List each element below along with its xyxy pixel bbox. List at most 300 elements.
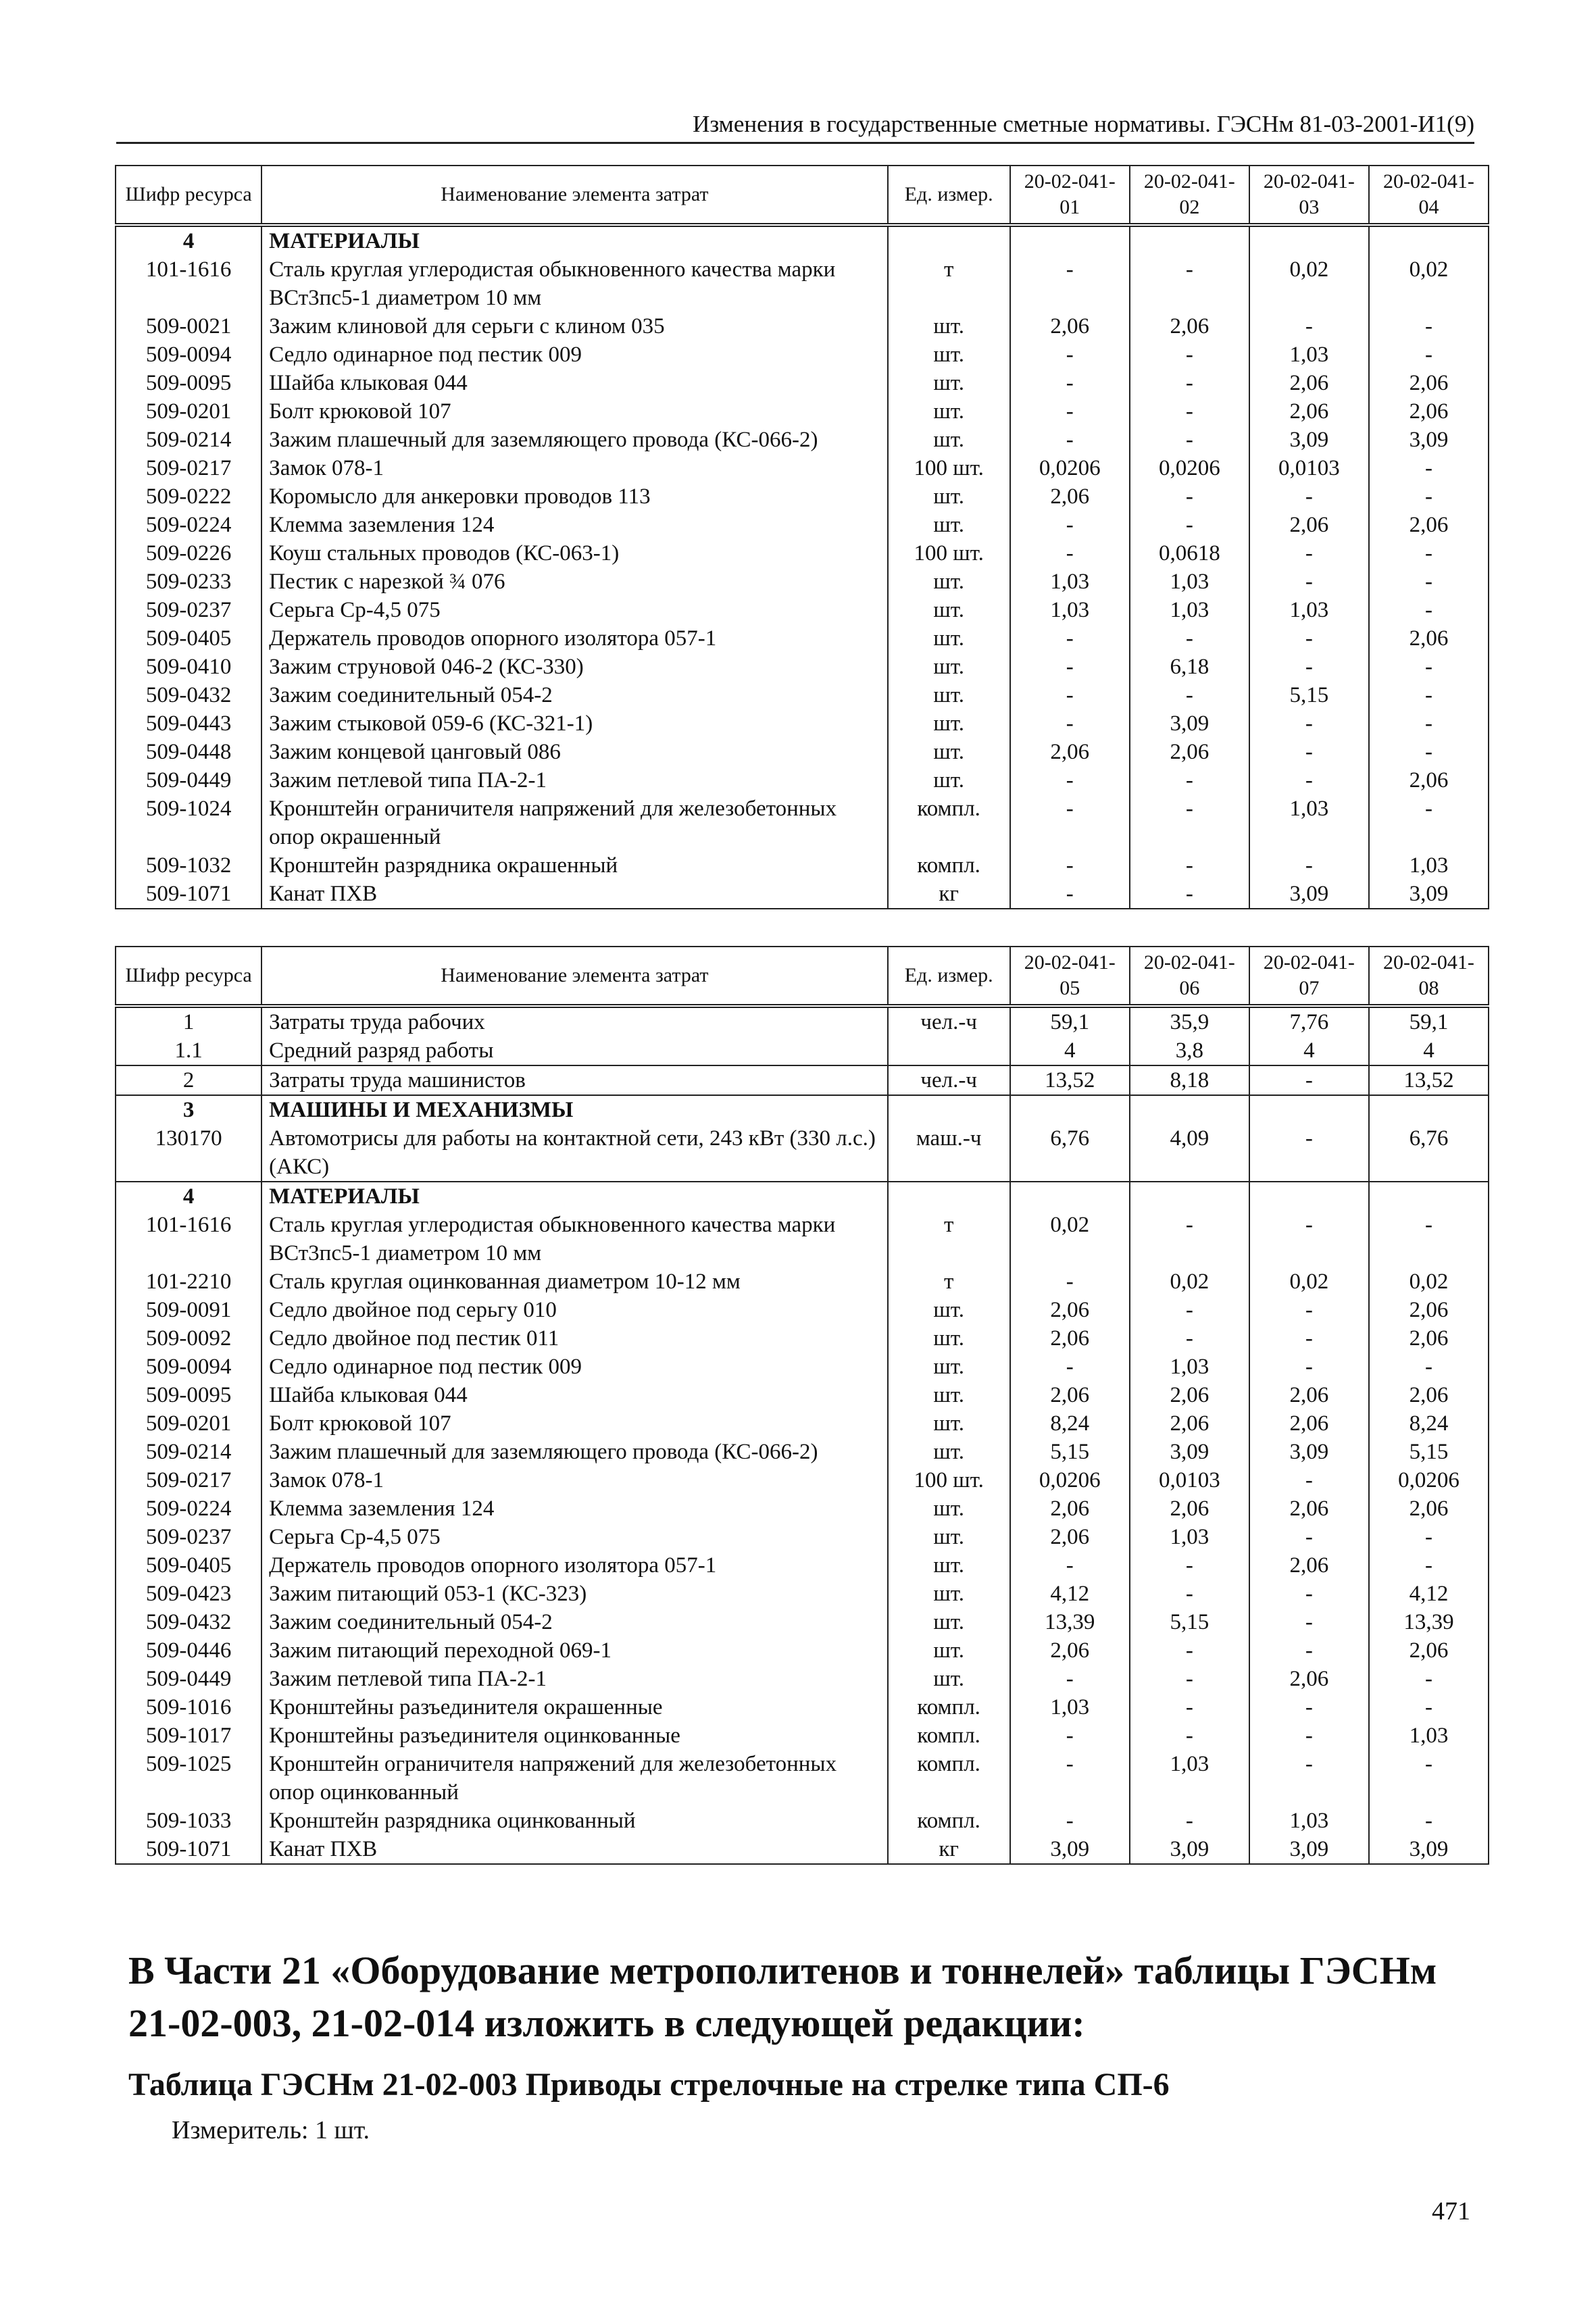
cell-name: Кронштейн разрядника окрашенный — [261, 851, 887, 880]
cell-unit: т — [888, 1267, 1010, 1296]
table-row — [116, 1580, 1489, 1608]
cell-code: 509-0449 — [116, 1665, 261, 1693]
cell-v1: 6,76 — [1010, 1124, 1130, 1182]
cell-code: 509-1033 — [116, 1807, 261, 1835]
cell-unit: шт. — [888, 426, 1010, 454]
cell-v4: - — [1369, 568, 1489, 596]
table-row — [116, 1381, 1489, 1409]
cell-v1: 13,52 — [1010, 1065, 1130, 1095]
cell-v1: - — [1010, 369, 1130, 397]
cell-v4: 3,09 — [1369, 426, 1489, 454]
cell-v1: - — [1010, 851, 1130, 880]
cell-name: Клемма заземления 124 — [261, 511, 887, 539]
cell-v4: 2,06 — [1369, 1324, 1489, 1353]
cell-name: Канат ПХВ — [261, 1835, 887, 1864]
cell-v4: 3,09 — [1369, 1835, 1489, 1864]
cell-unit: шт. — [888, 1381, 1010, 1409]
cell-v4: - — [1369, 482, 1489, 511]
cell-name: Болт крюковой 107 — [261, 397, 887, 426]
cell-v4: - — [1369, 1665, 1489, 1693]
cell-code: 509-0201 — [116, 1409, 261, 1438]
cell-v4: 2,06 — [1369, 1296, 1489, 1324]
cell-v3: - — [1249, 1636, 1369, 1665]
cell-v4: - — [1369, 1807, 1489, 1835]
cell-v1: - — [1010, 1665, 1130, 1693]
cell-v3: 1,03 — [1249, 1807, 1369, 1835]
cell-v2: - — [1130, 880, 1249, 909]
cell-name: Зажим клиновой для серьги с клином 035 — [261, 312, 887, 341]
cell-v3: - — [1249, 539, 1369, 568]
cell-name: Замок 078-1 — [261, 1466, 887, 1494]
table-row — [116, 1523, 1489, 1551]
cell-v2: 0,0206 — [1130, 454, 1249, 482]
cell-unit: чел.-ч — [888, 1065, 1010, 1095]
cell-code: 509-0217 — [116, 454, 261, 482]
cell-v1: 2,06 — [1010, 1381, 1130, 1409]
cell-unit: шт. — [888, 568, 1010, 596]
cell-unit: компл. — [888, 1750, 1010, 1807]
cell-name: Держатель проводов опорного изолятора 057-1 — [261, 1551, 887, 1580]
cell-v3: - — [1249, 1580, 1369, 1608]
table-header-row — [116, 166, 1489, 225]
table-row — [116, 1551, 1489, 1580]
cell-name: Средний разряд работы — [261, 1036, 887, 1065]
cell-v1: 13,39 — [1010, 1608, 1130, 1636]
table-row — [116, 681, 1489, 709]
cell-v2: 2,06 — [1130, 1494, 1249, 1523]
table-row — [116, 1409, 1489, 1438]
cell-code: 509-0410 — [116, 653, 261, 681]
table-header-row — [116, 947, 1489, 1006]
cell-v3: 2,06 — [1249, 369, 1369, 397]
table-row — [116, 596, 1489, 624]
cell-v1: 3,09 — [1010, 1835, 1130, 1864]
cell-v1: 0,02 — [1010, 1211, 1130, 1267]
cell-v4: - — [1369, 1211, 1489, 1267]
cell-v3: 2,06 — [1249, 1551, 1369, 1580]
cell-code: 509-0237 — [116, 1523, 261, 1551]
cell-v3: 3,09 — [1249, 426, 1369, 454]
table-row — [116, 1353, 1489, 1381]
table-row — [116, 1036, 1489, 1065]
cell-v1: - — [1010, 880, 1130, 909]
table-row — [116, 225, 1489, 255]
cell-v3: - — [1249, 312, 1369, 341]
cell-code: 509-0095 — [116, 369, 261, 397]
cell-name: Сталь круглая оцинкованная диаметром 10-12 мм — [261, 1267, 887, 1296]
cell-v4: 13,52 — [1369, 1065, 1489, 1095]
cell-unit: компл. — [888, 1807, 1010, 1835]
cell-name: Кронштейны разъединителя окрашенные — [261, 1693, 887, 1721]
cell-name: Зажим соединительный 054-2 — [261, 1608, 887, 1636]
table-row — [116, 482, 1489, 511]
col-header-unit: Ед. измер. — [888, 166, 1010, 225]
cell-code: 101-2210 — [116, 1267, 261, 1296]
cell-v2: - — [1130, 426, 1249, 454]
cell-v3 — [1249, 1182, 1369, 1211]
cell-v3: 4 — [1249, 1036, 1369, 1065]
col-header-norm-8: 20-02-041-08 — [1369, 947, 1489, 1006]
table-row — [116, 1211, 1489, 1267]
cell-v2: 1,03 — [1130, 1750, 1249, 1807]
cell-code: 509-0449 — [116, 766, 261, 795]
cell-v4: - — [1369, 653, 1489, 681]
cell-unit: шт. — [888, 1523, 1010, 1551]
table-row — [116, 1006, 1489, 1036]
cell-v3: 5,15 — [1249, 681, 1369, 709]
cell-v2: - — [1130, 1324, 1249, 1353]
cell-unit: шт. — [888, 1665, 1010, 1693]
table-body — [116, 1006, 1489, 1864]
cell-name: Зажим питающий 053-1 (КС-323) — [261, 1580, 887, 1608]
cell-v1: 2,06 — [1010, 1494, 1130, 1523]
cell-code: 509-0446 — [116, 1636, 261, 1665]
cell-unit: шт. — [888, 709, 1010, 738]
cell-name: Зажим плашечный для заземляющего провода (КС-066-2) — [261, 426, 887, 454]
table-row — [116, 255, 1489, 312]
cell-v2: 35,9 — [1130, 1006, 1249, 1036]
cell-v1: - — [1010, 795, 1130, 851]
cell-unit: шт. — [888, 681, 1010, 709]
cell-v4: 8,24 — [1369, 1409, 1489, 1438]
cell-name: Зажим концевой цанговый 086 — [261, 738, 887, 766]
table-row — [116, 1750, 1489, 1807]
cell-v4 — [1369, 1182, 1489, 1211]
table-row — [116, 738, 1489, 766]
section-heading: В Части 21 «Оборудование метрополитенов и тоннелей» таблицы ГЭСНм 21-02-003, 21-02-014 изложить в следующей редакции: — [128, 1948, 1437, 2045]
cell-v2: 2,06 — [1130, 312, 1249, 341]
cell-v4: 2,06 — [1369, 369, 1489, 397]
table-row — [116, 397, 1489, 426]
cell-v3: 2,06 — [1249, 511, 1369, 539]
cell-v3: - — [1249, 1693, 1369, 1721]
cell-v3: 2,06 — [1249, 1409, 1369, 1438]
cell-name: Зажим петлевой типа ПА-2-1 — [261, 766, 887, 795]
cell-v3: 2,06 — [1249, 397, 1369, 426]
cell-v4: 1,03 — [1369, 1721, 1489, 1750]
cell-code: 509-0091 — [116, 1296, 261, 1324]
cell-v2: - — [1130, 795, 1249, 851]
cell-name: Кронштейн ограничителя напряжений для железобетонных опор оцинкованный — [261, 1750, 887, 1807]
cell-code: 509-1032 — [116, 851, 261, 880]
cell-name: Зажим петлевой типа ПА-2-1 — [261, 1665, 887, 1693]
cell-v1: 2,06 — [1010, 1296, 1130, 1324]
table-title: Таблица ГЭСНм 21-02-003 Приводы стрелочные на стрелке типа СП-6 — [128, 2067, 1170, 2103]
cell-v1: - — [1010, 1267, 1130, 1296]
cell-v1: - — [1010, 766, 1130, 795]
cell-v1: - — [1010, 397, 1130, 426]
cell-code: 3 — [116, 1095, 261, 1124]
col-header-code: Шифр ресурса — [116, 166, 261, 225]
cell-unit: шт. — [888, 482, 1010, 511]
cell-v4: - — [1369, 1523, 1489, 1551]
cell-v1: - — [1010, 624, 1130, 653]
cell-code: 509-0226 — [116, 539, 261, 568]
cell-v4: - — [1369, 539, 1489, 568]
cell-v2: 8,18 — [1130, 1065, 1249, 1095]
cell-v4: 6,76 — [1369, 1124, 1489, 1182]
cell-unit — [888, 1182, 1010, 1211]
cell-unit: шт. — [888, 397, 1010, 426]
cell-v2: - — [1130, 255, 1249, 312]
cell-v4: 2,06 — [1369, 1636, 1489, 1665]
table-row — [116, 1466, 1489, 1494]
cell-v4: 2,06 — [1369, 397, 1489, 426]
cell-v3: - — [1249, 1065, 1369, 1095]
cell-name: Коуш стальных проводов (КС-063-1) — [261, 539, 887, 568]
cell-v3: - — [1249, 653, 1369, 681]
table-row — [116, 511, 1489, 539]
cell-v4: - — [1369, 709, 1489, 738]
col-header-norm-4: 20-02-041-04 — [1369, 166, 1489, 225]
cell-v2: - — [1130, 681, 1249, 709]
cell-v3: 7,76 — [1249, 1006, 1369, 1036]
cell-v2: 0,0103 — [1130, 1466, 1249, 1494]
cell-code: 509-0201 — [116, 397, 261, 426]
cell-code: 4 — [116, 1182, 261, 1211]
cell-v1: 1,03 — [1010, 568, 1130, 596]
cell-v1: 2,06 — [1010, 312, 1130, 341]
cell-name: Седло одинарное под пестик 009 — [261, 1353, 887, 1381]
cell-v2: 1,03 — [1130, 568, 1249, 596]
cell-v4: - — [1369, 596, 1489, 624]
cell-v4: 59,1 — [1369, 1006, 1489, 1036]
cell-code: 509-0214 — [116, 426, 261, 454]
cell-v1: 2,06 — [1010, 1636, 1130, 1665]
cell-unit: шт. — [888, 766, 1010, 795]
cell-unit: шт. — [888, 624, 1010, 653]
cell-v2: 5,15 — [1130, 1608, 1249, 1636]
cell-v1: 5,15 — [1010, 1438, 1130, 1466]
cell-name: Седло двойное под пестик 011 — [261, 1324, 887, 1353]
cell-v2: - — [1130, 1807, 1249, 1835]
cell-code: 509-0021 — [116, 312, 261, 341]
cell-v3: 2,06 — [1249, 1381, 1369, 1409]
cell-v3: 3,09 — [1249, 1438, 1369, 1466]
cell-v1: - — [1010, 1750, 1130, 1807]
cell-code: 509-0423 — [116, 1580, 261, 1608]
cell-unit — [888, 225, 1010, 255]
table-row — [116, 766, 1489, 795]
table-row — [116, 568, 1489, 596]
cell-unit: шт. — [888, 1324, 1010, 1353]
cell-v3: 3,09 — [1249, 880, 1369, 909]
col-header-name: Наименование элемента затрат — [261, 947, 887, 1006]
cell-code: 101-1616 — [116, 1211, 261, 1267]
cell-v1: 4 — [1010, 1036, 1130, 1065]
cell-name: Замок 078-1 — [261, 454, 887, 482]
cell-v4: 13,39 — [1369, 1608, 1489, 1636]
cell-v4: 0,02 — [1369, 255, 1489, 312]
cell-v2: - — [1130, 1551, 1249, 1580]
cell-unit: шт. — [888, 653, 1010, 681]
cell-code: 509-0405 — [116, 624, 261, 653]
cell-code: 509-0432 — [116, 1608, 261, 1636]
table-row — [116, 454, 1489, 482]
cell-v4: - — [1369, 341, 1489, 369]
cell-code: 4 — [116, 225, 261, 255]
cell-code: 509-0432 — [116, 681, 261, 709]
cell-v3: - — [1249, 1353, 1369, 1381]
cell-v4: 0,0206 — [1369, 1466, 1489, 1494]
cell-v3: 1,03 — [1249, 596, 1369, 624]
table-row — [116, 341, 1489, 369]
table-row — [116, 1835, 1489, 1864]
cell-name: Седло одинарное под пестик 009 — [261, 341, 887, 369]
cell-v3: - — [1249, 738, 1369, 766]
cell-code: 509-1071 — [116, 1835, 261, 1864]
cell-v3: - — [1249, 568, 1369, 596]
cell-v4: 1,03 — [1369, 851, 1489, 880]
cell-name: Шайба клыковая 044 — [261, 1381, 887, 1409]
cell-v2: - — [1130, 1636, 1249, 1665]
cell-name: Болт крюковой 107 — [261, 1409, 887, 1438]
cell-v1: - — [1010, 511, 1130, 539]
table-row — [116, 851, 1489, 880]
cell-code: 509-0237 — [116, 596, 261, 624]
cell-v2: 2,06 — [1130, 1381, 1249, 1409]
cell-v2: - — [1130, 766, 1249, 795]
cell-v1: 0,0206 — [1010, 454, 1130, 482]
cell-name: Зажим питающий переходной 069-1 — [261, 1636, 887, 1665]
cell-v1: - — [1010, 1551, 1130, 1580]
cell-v1: - — [1010, 341, 1130, 369]
cell-unit: шт. — [888, 738, 1010, 766]
cell-v4: 2,06 — [1369, 511, 1489, 539]
resource-table-1 — [115, 165, 1489, 909]
table-row — [116, 653, 1489, 681]
table-row — [116, 624, 1489, 653]
cell-name: МАТЕРИАЛЫ — [261, 225, 887, 255]
table-row — [116, 1438, 1489, 1466]
cell-v1: 2,06 — [1010, 1523, 1130, 1551]
cell-v4: 2,06 — [1369, 1494, 1489, 1523]
cell-v2: - — [1130, 1580, 1249, 1608]
col-header-norm-6: 20-02-041-06 — [1130, 947, 1249, 1006]
cell-v2: 0,02 — [1130, 1267, 1249, 1296]
col-header-code: Шифр ресурса — [116, 947, 261, 1006]
table-row — [116, 880, 1489, 909]
cell-code: 509-0222 — [116, 482, 261, 511]
cell-v2: 1,03 — [1130, 596, 1249, 624]
cell-v3: - — [1249, 1721, 1369, 1750]
cell-v4: - — [1369, 681, 1489, 709]
cell-v1: - — [1010, 255, 1130, 312]
cell-v3: - — [1249, 1523, 1369, 1551]
cell-v3: 1,03 — [1249, 795, 1369, 851]
cell-v3: - — [1249, 766, 1369, 795]
cell-v3: 2,06 — [1249, 1665, 1369, 1693]
cell-unit: шт. — [888, 596, 1010, 624]
cell-code: 509-0224 — [116, 511, 261, 539]
cell-code: 509-1017 — [116, 1721, 261, 1750]
cell-v4: 5,15 — [1369, 1438, 1489, 1466]
cell-unit: компл. — [888, 851, 1010, 880]
cell-v1: - — [1010, 653, 1130, 681]
table-row — [116, 1636, 1489, 1665]
table-row — [116, 1065, 1489, 1095]
cell-v4: - — [1369, 1551, 1489, 1580]
cell-v4: 2,06 — [1369, 1381, 1489, 1409]
cell-v3: 0,02 — [1249, 255, 1369, 312]
cell-unit: т — [888, 1211, 1010, 1267]
cell-name: Коромысло для анкеровки проводов 113 — [261, 482, 887, 511]
cell-v3: - — [1249, 1608, 1369, 1636]
cell-unit: шт. — [888, 369, 1010, 397]
cell-unit: шт. — [888, 1608, 1010, 1636]
cell-v2: - — [1130, 1296, 1249, 1324]
cell-v1: - — [1010, 681, 1130, 709]
cell-v1 — [1010, 225, 1130, 255]
cell-v2: 1,03 — [1130, 1523, 1249, 1551]
cell-v2: 2,06 — [1130, 1409, 1249, 1438]
cell-v3: - — [1249, 1124, 1369, 1182]
cell-unit: шт. — [888, 1494, 1010, 1523]
cell-v2: - — [1130, 482, 1249, 511]
cell-code: 509-1071 — [116, 880, 261, 909]
cell-unit: шт. — [888, 511, 1010, 539]
cell-v4: 0,02 — [1369, 1267, 1489, 1296]
col-header-norm-2: 20-02-041-02 — [1130, 166, 1249, 225]
cell-v2: 0,0618 — [1130, 539, 1249, 568]
cell-name: Держатель проводов опорного изолятора 057-1 — [261, 624, 887, 653]
table-row — [116, 1124, 1489, 1182]
cell-v3: - — [1249, 624, 1369, 653]
cell-unit: чел.-ч — [888, 1006, 1010, 1036]
cell-v1 — [1010, 1095, 1130, 1124]
cell-v2: 3,09 — [1130, 1438, 1249, 1466]
cell-unit: шт. — [888, 1580, 1010, 1608]
cell-code: 509-0094 — [116, 1353, 261, 1381]
cell-v2: 6,18 — [1130, 653, 1249, 681]
cell-v2: 2,06 — [1130, 738, 1249, 766]
cell-v1: - — [1010, 426, 1130, 454]
cell-code: 509-0095 — [116, 1381, 261, 1409]
table-row — [116, 369, 1489, 397]
cell-v4: - — [1369, 1353, 1489, 1381]
cell-v3: - — [1249, 709, 1369, 738]
cell-unit: кг — [888, 880, 1010, 909]
cell-v3: - — [1249, 1211, 1369, 1267]
cell-name: Кронштейны разъединителя оцинкованные — [261, 1721, 887, 1750]
cell-code: 509-0217 — [116, 1466, 261, 1494]
table-row — [116, 426, 1489, 454]
cell-v2: 1,03 — [1130, 1353, 1249, 1381]
cell-code: 509-0233 — [116, 568, 261, 596]
cell-name: Шайба клыковая 044 — [261, 369, 887, 397]
cell-v2: - — [1130, 1693, 1249, 1721]
cell-name: Зажим плашечный для заземляющего провода (КС-066-2) — [261, 1438, 887, 1466]
cell-v2: - — [1130, 341, 1249, 369]
cell-v3: 1,03 — [1249, 341, 1369, 369]
cell-name: Автомотрисы для работы на контактной сети, 243 кВт (330 л.с.) (АКС) — [261, 1124, 887, 1182]
cell-v4: 3,09 — [1369, 880, 1489, 909]
cell-unit: шт. — [888, 312, 1010, 341]
page-number: 471 — [1432, 2197, 1470, 2225]
cell-unit: 100 шт. — [888, 1466, 1010, 1494]
cell-v4: - — [1369, 454, 1489, 482]
cell-v3: - — [1249, 1296, 1369, 1324]
cell-v2: - — [1130, 511, 1249, 539]
cell-v3: 2,06 — [1249, 1494, 1369, 1523]
cell-v2: - — [1130, 397, 1249, 426]
cell-v4: - — [1369, 1750, 1489, 1807]
cell-v2: 4,09 — [1130, 1124, 1249, 1182]
cell-unit — [888, 1036, 1010, 1065]
cell-code: 509-0405 — [116, 1551, 261, 1580]
cell-v4: - — [1369, 312, 1489, 341]
cell-v3: - — [1249, 1750, 1369, 1807]
